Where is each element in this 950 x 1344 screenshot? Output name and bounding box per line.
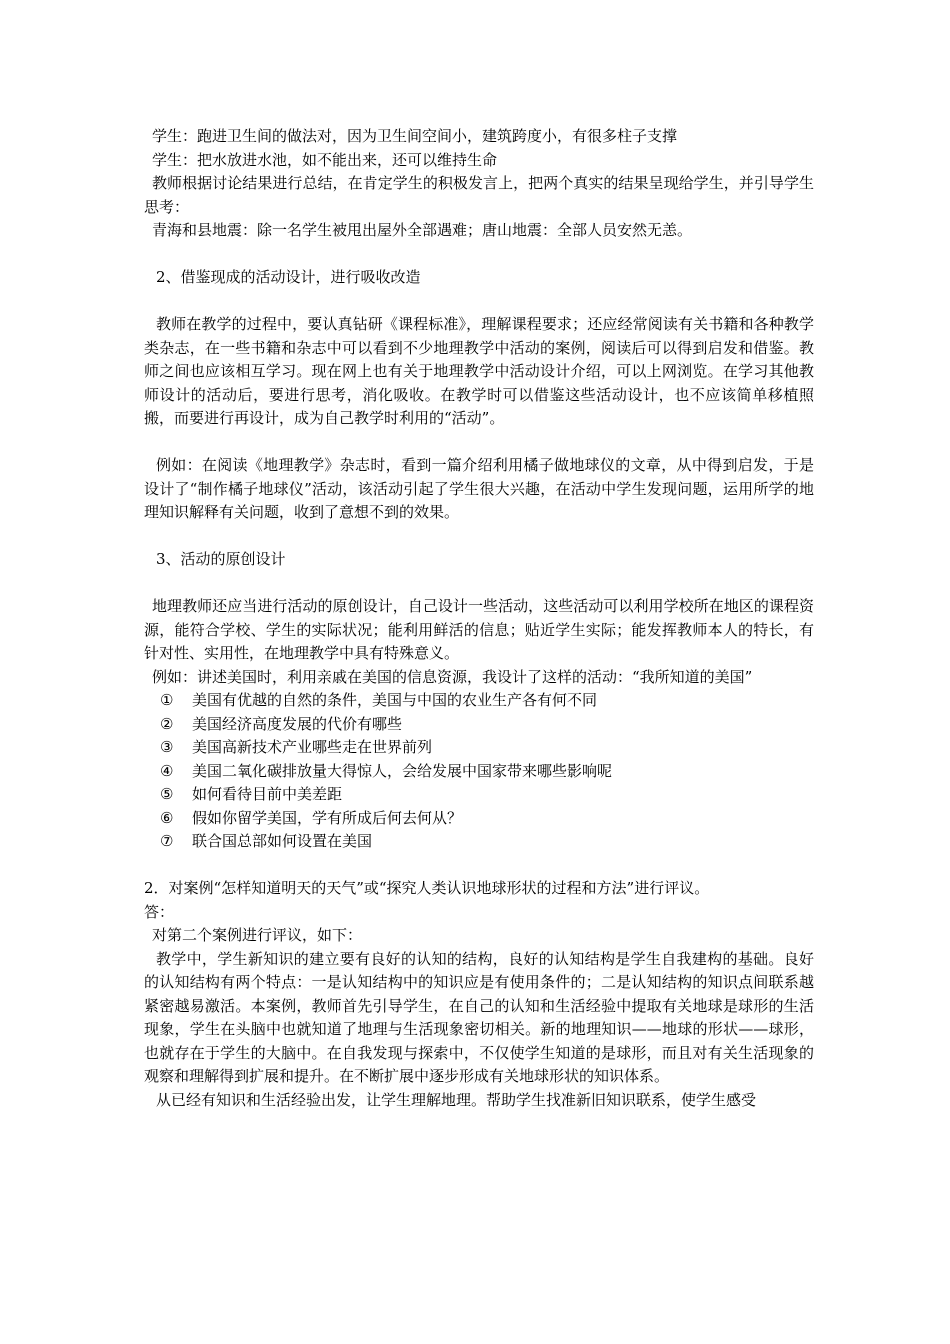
paragraph-cognitive-structure: 教学中，学生新知识的建立要有良好的认知的结构，良好的认知结构是学生自我建构的基础。良好的认知结构有两个特点：一是认知结构中的知识应是有使用条件的；二是认知结构的知识点间联系越紧密越易激活。本案例，教师首先引导学生，在自己的认知和生活经验中提取有关地球是球形的生活现象，学生在头脑中也就知道了地理与生活现象密切相关。新的地理知识——地球的形状——球形，也就存在于学生的大脑中。在自我发现与探索中，不仅使学生知道的是球形，而且对有关生活现象的观察和理解得到扩展和提升。在不断扩展中逐步形成有关地球形状的知识体系。 (144, 949, 814, 1085)
list-marker: ⑦ (160, 832, 174, 850)
paragraph-review-intro: 对第二个案例进行评议，如下： (152, 926, 363, 944)
document-page (144, 125, 814, 1112)
paragraph-original-design: 地理教师还应当进行活动的原创设计，自己设计一些活动，这些活动可以利用学校所在地区的课程资源，能符合学校、学生的实际状况；能利用鲜活的信息；贴近学生实际；能发挥教师本人的特长，有针对性、实用性，在地理教学中具有特殊意义。 (144, 597, 814, 662)
paragraph-usa-example: 例如：讲述美国时，利用亲戚在美国的信息资源，我设计了这样的活动：“我所知道的美国” (152, 667, 753, 686)
answer-label: 答： (144, 902, 175, 921)
activity-list (144, 689, 814, 854)
paragraph-orange-globe-example: 例如：在阅读《地理教学》杂志时，看到一篇介绍利用橘子做地球仪的文章，从中得到启发，于是设计了“制作橘子地球仪”活动，该活动引起了学生很大兴趣，在活动中学生发现问题，运用所学的地理知识解释有关问题，收到了意想不到的效果。 (144, 456, 814, 521)
paragraph-student-answer-2: 学生：把水放进水池，如不能出来，还可以维持生命 (152, 150, 498, 169)
list-item (144, 830, 814, 854)
list-item-text: 假如你留学美国，学有所成后何去何从？ (192, 808, 463, 827)
list-item-text: 联合国总部如何设置在美国 (192, 832, 373, 850)
list-marker: ⑥ (160, 808, 174, 827)
paragraph-life-experience: 从已经有知识和生活经验出发，让学生理解地理。帮助学生找准新旧知识联系，使学生感受 (156, 1090, 757, 1109)
list-marker: ② (160, 714, 174, 733)
list-marker: ⑤ (160, 785, 174, 803)
paragraph-borrow-design: 教师在教学的过程中，要认真钻研《课程标准》，理解课程要求；还应经常阅读有关书籍和各种教学类杂志，在一些书籍和杂志中可以看到不少地理教学中活动的案例，阅读后可以得到启发和借鉴。教师之间也应该相互学习。现在网上也有关于地理教学中活动设计介绍，可以上网浏览。在学习其他教师设计的活动后，要进行思考，消化吸收。在教学时可以借鉴这些活动设计，也不应该简单移植照搬，而要进行再设计，成为自己教学时利用的“活动”。 (144, 315, 814, 427)
list-marker: ③ (160, 738, 174, 756)
list-item (144, 713, 814, 737)
paragraph-student-answer-1: 学生：跑进卫生间的做法对，因为卫生间空间小，建筑跨度小，有很多柱子支撑 (152, 127, 678, 145)
list-item (144, 807, 814, 831)
list-item-text: 美国二氧化碳排放量大得惊人，会给发展中国家带来哪些影响呢 (192, 761, 613, 780)
list-item (144, 736, 814, 760)
list-item (144, 760, 814, 784)
list-item-text: 美国有优越的自然的条件，美国与中国的农业生产各有何不同 (192, 691, 598, 709)
question-2: 2．对案例“怎样知道明天的天气”或“探究人类认识地球形状的过程和方法”进行评议。 (144, 879, 710, 897)
list-item-text: 如何看待目前中美差距 (192, 785, 343, 803)
section-heading-3: 3、活动的原创设计 (156, 550, 286, 568)
paragraph-teacher-summary: 教师根据讨论结果进行总结，在肯定学生的积极发言上，把两个真实的结果呈现给学生，并引导学生思考： (144, 174, 814, 216)
section-heading-2: 2、借鉴现成的活动设计，进行吸收改造 (156, 268, 421, 286)
list-marker: ④ (160, 761, 174, 780)
list-item-text: 美国高新技术产业哪些走在世界前列 (192, 738, 433, 756)
list-item-text: 美国经济高度发展的代价有哪些 (192, 714, 403, 733)
list-item (144, 689, 814, 713)
list-marker: ① (160, 691, 174, 709)
list-item (144, 783, 814, 807)
paragraph-earthquake-comparison: 青海和县地震：除一名学生被甩出屋外全部遇难；唐山地震：全部人员安然无恙。 (152, 221, 693, 239)
